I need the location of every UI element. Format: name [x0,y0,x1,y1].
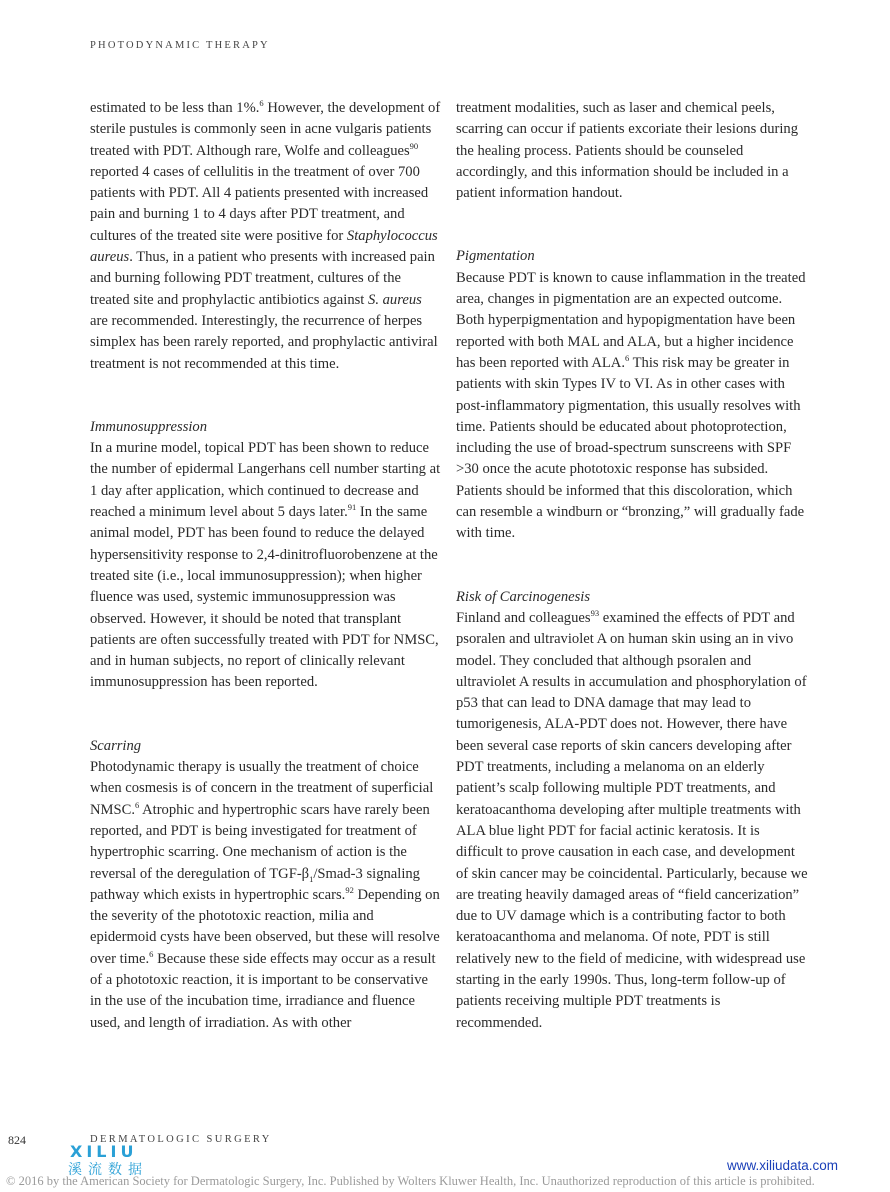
citation: 93 [590,608,600,619]
citation: 6 [625,353,630,364]
text-span: Finland and colleagues [456,609,591,626]
journal-name: DERMATOLOGIC SURGERY [90,1134,272,1145]
citation: 6 [135,799,140,810]
paragraph-pigmentation [456,268,808,545]
subscript: 1 [309,873,314,884]
text-span: Atrophic and hypertrophic scars have rarely been reported, and PDT is being investigated for treatment of hypertrophic scarring. One mechanism of action is the reversal of the deregulation of TGF-β [90,801,430,882]
paragraph-carcinogenesis [456,608,808,1034]
running-head: PHOTODYNAMIC THERAPY [90,40,270,51]
text-span: examined the effects of PDT and psoralen and ultraviolet A on human skin using an in vivo model. They concluded that although psoralen and ultraviolet A results in accumulation and phosphorylation of p53 that can lead to DNA damage that may lead to tumorigenesis, ALA-PDT does not. However, there have been several case reports of skin cancers developing after PDT treatments, including a melanoma on an elderly patient’s scalp following multiple PDT treatments, and keratoacanthoma developing after multiple treatments with ALA blue light PDT for facial actinic keratosis. It is difficult to prove causation in each case, and development of skin cancer may be coincidental. Particularly, because we are treating heavily damaged areas of “field cancerization” due to UV damage which is a contributing factor to both keratoacanthoma and melanoma. Of note, PDT is still relatively new to the field of medicine, with widespread use starting in the early 1990s. Thus, long-term follow-up of patients receiving multiple PDT treatments is recommended. [456,609,808,1031]
text-span: reported 4 cases of cellulitis in the treatment of over 700 patients with PDT. All 4 patients presented with increased pain and burning 1 to 4 days after PDT treatment, and cultures of the treated site were positive for [90,163,429,244]
species-name: Staphylococcus aureus [90,227,438,266]
heading-risk-of-carcinogenesis: Risk of Carcinogenesis [456,588,591,605]
right-column [456,98,808,1034]
text-span: Depending on the severity of the phototoxic reaction, milia and epidermoid cysts have been observed, but these will resolve over time. [90,886,440,967]
heading-immunosuppression: Immunosuppression [90,418,208,435]
heading-scarring: Scarring [90,737,142,754]
citation: 90 [409,140,419,151]
text-span: estimated to be less than 1%. [90,100,260,116]
xiliu-logo [62,1142,172,1178]
logo-chinese-text: 溪流数据 [68,1162,148,1178]
page-number: 824 [8,1133,26,1147]
text-span: In the same animal model, PDT has been found to reduce the delayed hypersensitivity response to 2,4-dinitrofluorobenzene at the treated site (i.e., local immunosuppression); when higher fluence was used, systemic immunosuppression was observed. However, it should be noted that transplant patients are often successfully treated with PDT for NMSC, and in human subjects, no report of clinically relevant immunosuppression has been reported. [90,504,439,691]
text-span: This risk may be greater in patients with skin Types IV to VI. As in other cases with post-inflammatory pigmentation, this usually resolves with time. Patients should be educated about photoprotection, including the use of broad-spectrum sunscreens with SPF >30 once the acute phototoxic response has subsided. Patients should be informed that this discoloration, which can resemble a windburn or “bronzing,” will gradually fade with time. [456,354,805,542]
text-span: However, the development of sterile pustules is commonly seen in acne vulgaris patients treated with PDT. Although rare, Wolfe and colleagues [90,100,441,159]
citation: 6 [149,948,154,959]
left-column [90,98,442,1034]
watermark-site-link[interactable]: www.xiliudata.com [726,1158,838,1173]
text-span: . Thus, in a patient who presents with increased pain and burning following PDT treatment, cultures of the treated site and prophylactic antibiotics against [90,249,435,308]
text-span: Photodynamic therapy is usually the treatment of choice when cosmesis is of concern in the treatment of superficial NMSC. [90,759,434,818]
copyright-notice: © 2016 by the American Society for Dermatologic Surgery, Inc. Published by Wolters Kluwer Health, Inc. Unauthorized reproduction of this article is prohibited. [6,1174,815,1188]
text-span: Because these side effects may occur as a result of a phototoxic reaction, it is important to be conservative in the use of the incubation time, irradiance and fluence used, and length of irradiation. As with other [90,950,436,1031]
citation: 91 [347,502,357,513]
paragraph-intro [90,98,442,375]
text-span: Because PDT is known to cause inflammation in the treated area, changes in pigmentation are an expected outcome. Both hyperpigmentation and hypopigmentation have been reported with both MAL and ALA, but a higher incidence has been reported with ALA. [456,269,806,371]
citation: 6 [259,98,264,109]
text-span: In a murine model, topical PDT has been shown to reduce the number of epidermal Langerhans cell number starting at 1 day after application, which continued to decrease and reached a minimum level about 5 days later. [90,440,441,521]
heading-pigmentation: Pigmentation [456,248,535,265]
species-name: S. aureus [368,291,422,308]
paragraph-scarring [90,757,442,1034]
paragraph-immunosuppression [90,438,442,694]
citation: 92 [345,884,354,895]
logo-text: XILIU [70,1142,138,1161]
paragraph-scarring-continued: treatment modalities, such as laser and chemical peels, scarring can occur if patients excoriate their lesions during the healing process. Patients should be counseled accordingly, and this information should be included in a patient information handout. [456,100,799,202]
text-span: /Smad-3 signaling pathway which exists in hypertrophic scars. [90,865,420,903]
text-span: are recommended. Interestingly, the recurrence of herpes simplex has been rarely reported, and prophylactic antiviral treatment is not recommended at this time. [90,312,438,372]
